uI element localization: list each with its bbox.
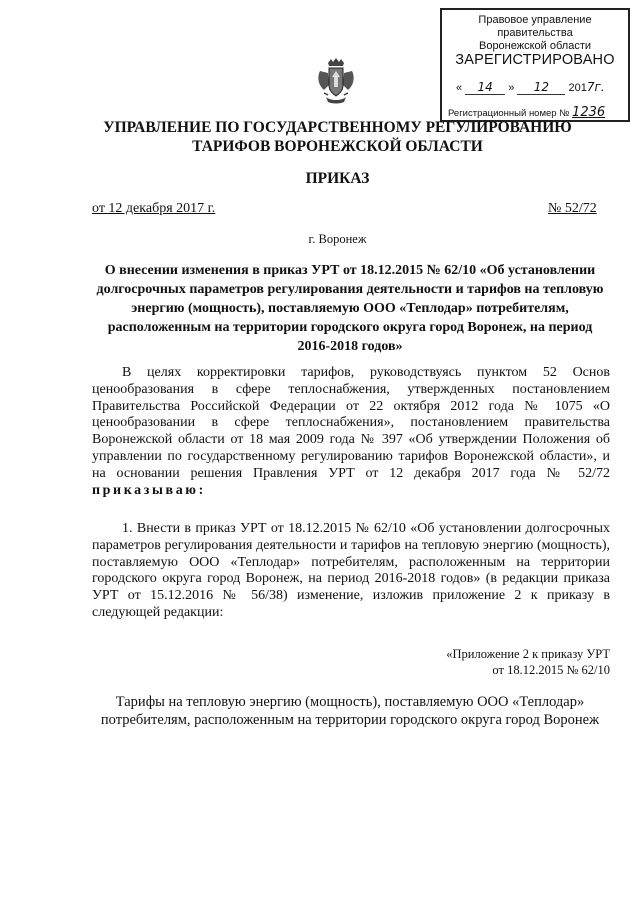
preamble-paragraph — [92, 365, 610, 499]
stamp-date — [456, 80, 605, 95]
stamp-registered-label: ЗАРЕГИСТРИРОВАНО — [455, 52, 615, 68]
issuer-header — [90, 118, 585, 156]
document-subject: О внесении изменения в приказ УРТ от 18.12.2015 № 62/10 «Об установлении долгосрочных параметров регулирования деятельности и тарифов на тепловую энергию (мощность), поставляемую ООО «Теплодар» потребителям, расположенным на территории городского округа город Воронеж, на период 2016-2018 годов» — [96, 263, 604, 354]
stamp-organization — [442, 14, 628, 53]
document-city: г. Воронеж — [308, 232, 367, 246]
document-date: от 12 декабря 2017 г. — [92, 201, 216, 216]
stamp-date-day: 14 — [465, 80, 505, 95]
registration-stamp — [440, 8, 630, 122]
stamp-date-quote: « — [456, 82, 463, 94]
stamp-reg-number-value: 1236 — [572, 105, 606, 120]
preamble-command: приказываю: — [92, 482, 206, 498]
stamp-date-year-suffix: 7г. — [586, 80, 605, 94]
document-type: ПРИКАЗ — [305, 170, 370, 187]
preamble-text: В целях корректировки тарифов, руководствуясь пунктом 52 Основ ценообразования в сфере теплоснабжения, утвержденных постановлением Правительства Российской Федерации от 22 октября 2012 года № 1075 «О ценообразовании в сфере теплоснабжения», постановлением правительства Воронежской области от 18 мая 2009 года № 397 «Об утверждении Положения об управлении по государственному регулированию тарифов Воронежской области», и на основании решения Правления УРТ от 12 декабря 2017 года № 52/72 — [92, 365, 610, 481]
stamp-org-line1: Правовое управление правительства — [478, 14, 592, 39]
stamp-org-line2: Воронежской области — [478, 40, 591, 52]
appendix-line1: «Приложение 2 к приказу УРТ — [446, 647, 610, 661]
coat-of-arms-icon — [316, 57, 356, 107]
item-1-text: 1. Внести в приказ УРТ от 18.12.2015 № 62/10 «Об установлении долгосрочных параметров регулирования деятельности и тарифов на тепловую энергию (мощность), поставляемую ООО «Теплодар» потребителям, расположенным на территории городского округа город Воронеж, на период 2016-2018 годов» (в редакции приказа УРТ от 15.12.2016 № 56/38) изменение, изложив приложение 2 к приказу в следующей редакции: — [92, 521, 610, 620]
item-1-paragraph — [92, 521, 610, 622]
issuer-line1: УПРАВЛЕНИЕ ПО ГОСУДАРСТВЕННОМУ РЕГУЛИРОВАНИЮ — [103, 119, 572, 136]
tariff-table-title: Тарифы на тепловую энергию (мощность), поставляемую ООО «Теплодар» потребителям, расположенным на территории городского округа город Воронеж — [100, 694, 600, 728]
document-number: № 52/72 — [548, 201, 597, 216]
stamp-date-quote-2: » — [508, 82, 515, 94]
stamp-date-month: 12 — [517, 80, 565, 95]
issuer-line2: ТАРИФОВ ВОРОНЕЖСКОЙ ОБЛАСТИ — [192, 138, 483, 155]
appendix-line2: от 18.12.2015 № 62/10 — [492, 663, 610, 677]
stamp-date-year-prefix: 201 — [568, 82, 587, 94]
appendix-reference — [380, 646, 610, 678]
stamp-reg-number-label: Регистрационный номер № — [448, 108, 570, 119]
